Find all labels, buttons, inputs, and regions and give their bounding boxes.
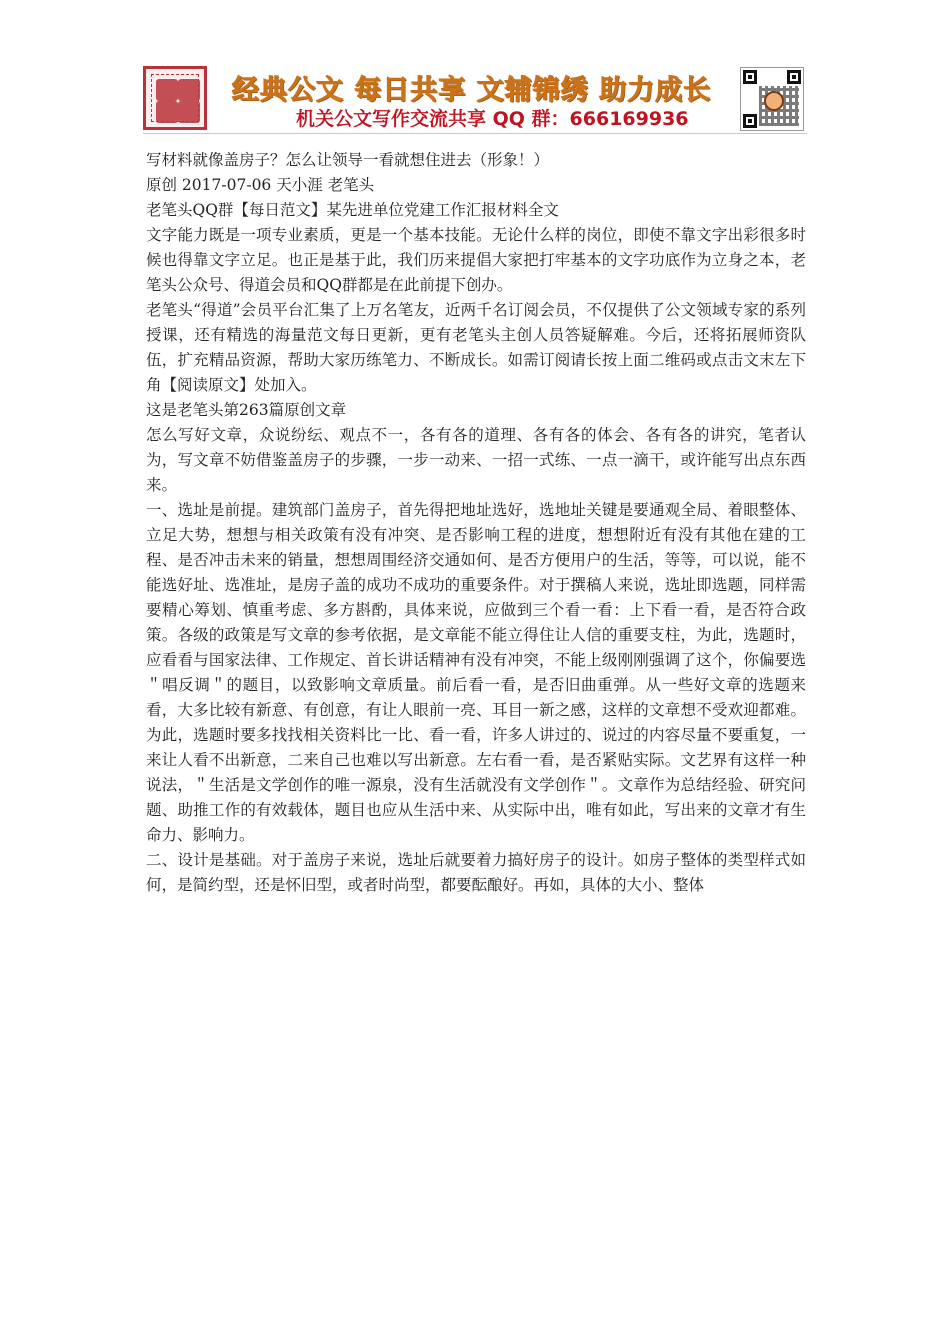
article-body: [146, 148, 806, 898]
article-number-note: 这是老笔头第263篇原创文章: [146, 401, 347, 419]
article-title: 写材料就像盖房子？怎么让领导一看就想住进去（形象！）: [146, 151, 550, 169]
promo-link[interactable]: 老笔头QQ群【每日范文】某先进单位党建工作汇报材料全文: [146, 201, 559, 219]
paragraph: 文字能力既是一项专业素质，更是一个基本技能。无论什么样的岗位，即使不靠文字出彩很多时候也得靠文字立足。也正是基于此，我们历来提倡大家把打牢基本的文字功底作为立身之本，老笔头公众号、得道会员和QQ群都是在此前提下创办。: [146, 226, 806, 294]
paragraph: 怎么写好文章，众说纷纭、观点不一，各有各的道理、各有各的体会、各有各的讲究，笔者认为，写文章不妨借鉴盖房子的步骤，一步一动来、一招一式练、一点一滴干，或许能写出点东西来。: [146, 426, 806, 494]
seal-logo-icon: [143, 66, 207, 130]
qr-code-icon[interactable]: [740, 67, 804, 131]
paragraph: 老笔头“得道”会员平台汇集了上万名笔友，近两千名订阅会员，不仅提供了公文领域专家的系列授课，还有精选的海量范文每日更新，更有老笔头主创人员答疑解难。今后，还将拓展师资队伍，扩充精品资源，帮助大家历练笔力、不断成长。如需订阅请长按上面二维码或点击文末左下角【阅读原文】处加入。: [146, 301, 806, 394]
avatar-icon: [764, 91, 784, 111]
paragraph: 一、选址是前提。建筑部门盖房子，首先得把地址选好，选地址关键是要通观全局、着眼整体、立足大势，想想与相关政策有没有冲突、是否影响工程的进度，想想附近有没有其他在建的工程、是否冲击未来的销量，想想周围经济交通如何、是否方便用户的生活，等等，可以说，能不能选好址、选准址，是房子盖的成功不成功的重要条件。对于撰稿人来说，选址即选题，同样需要精心筹划、慎重考虑、多方斟酌，具体来说，应做到三个看一看：上下看一看，是否符合政策。各级的政策是写文章的参考依据，是文章能不能立得住让人信的重要支柱，为此，选题时，应看看与国家法律、工作规定、首长讲话精神有没有冲突，不能上级刚刚强调了这个，你偏要选＂唱反调＂的题目，以致影响文章质量。前后看一看，是否旧曲重弹。从一些好文章的选题来看，大多比较有新意、有创意，有让人眼前一亮、耳目一新之感，这样的文章想不受欢迎都难。为此，选题时要多找找相关资料比一比、看一看，许多人讲过的、说过的内容尽量不要重复，一来让人看不出新意，二来自己也难以写出新意。左右看一看，是否紧贴实际。文艺界有这样一种说法，＂生活是文学创作的唯一源泉，没有生活就没有文学创作＂。文章作为总结经验、研究问题、助推工作的有效载体，题目也应从生活中来、从实际中出，唯有如此，写出来的文章才有生命力、影响力。: [146, 501, 806, 844]
header-slogan: 经典公文 每日共享 文辅锦绣 助力成长: [232, 75, 712, 106]
paragraph: 二、设计是基础。对于盖房子来说，选址后就要着力搞好房子的设计。如房子整体的类型样式如何，是简约型，还是怀旧型，或者时尚型，都要酝酿好。再如，具体的大小、整体: [146, 851, 806, 894]
qq-group-line: 机关公文写作交流共享 QQ 群：666169936: [296, 108, 689, 130]
header-divider: [143, 133, 807, 134]
page-header: [0, 0, 950, 140]
article-meta: 原创 2017-07-06 天小涯 老笔头: [146, 176, 375, 194]
